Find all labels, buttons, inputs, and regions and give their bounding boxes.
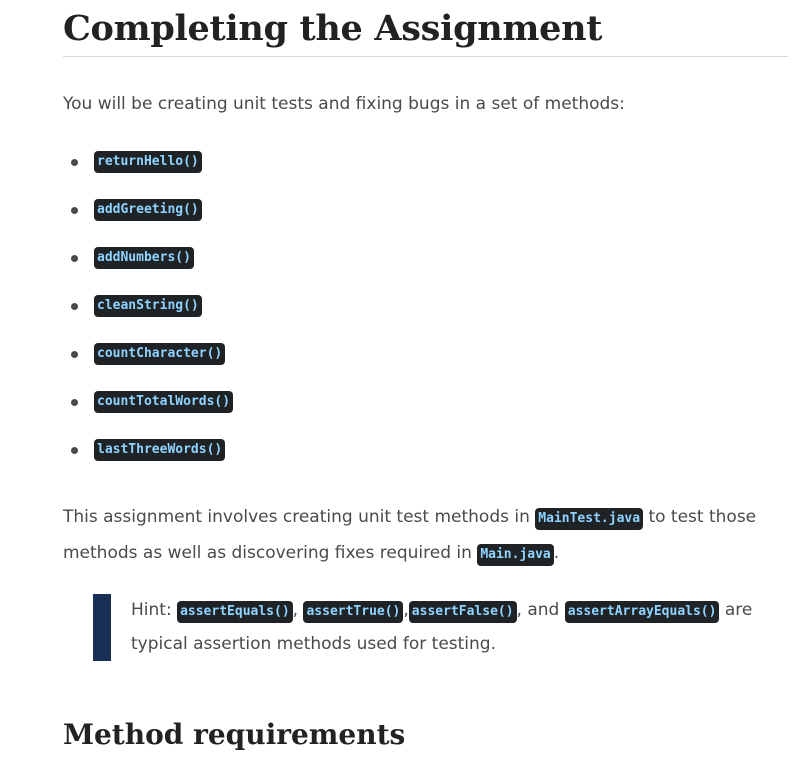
inline-code-maintest: MainTest.java bbox=[535, 508, 643, 530]
inline-code-asserttrue: assertTrue() bbox=[303, 601, 403, 623]
list-item bbox=[63, 294, 233, 342]
method-code: lastThreeWords() bbox=[94, 439, 225, 461]
list-item bbox=[63, 438, 233, 486]
hint-prefix: Hint: bbox=[131, 600, 178, 620]
body-text: to test those methods as well as discovering fixes required in bbox=[63, 507, 757, 563]
method-code: cleanString() bbox=[94, 295, 202, 317]
method-code: addGreeting() bbox=[94, 199, 202, 221]
section-heading: Method requirements bbox=[63, 718, 406, 751]
page-title: Completing the Assignment bbox=[63, 0, 788, 57]
list-item bbox=[63, 150, 233, 198]
bullet-icon bbox=[71, 447, 78, 454]
body-text: This assignment involves creating unit test methods in bbox=[63, 507, 536, 527]
blockquote-bar bbox=[93, 594, 111, 661]
body-text: . bbox=[553, 543, 560, 563]
article-content bbox=[63, 0, 788, 751]
methods-list bbox=[63, 150, 233, 486]
intro-paragraph: You will be creating unit tests and fixing bugs in a set of methods: bbox=[63, 94, 625, 114]
list-item bbox=[63, 246, 233, 294]
assignment-description bbox=[63, 500, 783, 572]
inline-code-assertfalse: assertFalse() bbox=[409, 601, 517, 623]
hint-separator: , bbox=[403, 600, 409, 620]
bullet-icon bbox=[71, 255, 78, 262]
bullet-icon bbox=[71, 159, 78, 166]
hint-text bbox=[131, 594, 771, 661]
hint-separator: , and bbox=[516, 600, 565, 620]
inline-code-assertequals: assertEquals() bbox=[177, 601, 293, 623]
method-code: returnHello() bbox=[94, 151, 202, 173]
bullet-icon bbox=[71, 351, 78, 358]
bullet-icon bbox=[71, 303, 78, 310]
hint-suffix: are typical assertion methods used for testing. bbox=[131, 600, 753, 654]
list-item bbox=[63, 390, 233, 438]
inline-code-assertarrayequals: assertArrayEquals() bbox=[565, 601, 720, 623]
method-code: countCharacter() bbox=[94, 343, 225, 365]
list-item bbox=[63, 342, 233, 390]
bullet-icon bbox=[71, 207, 78, 214]
hint-blockquote bbox=[93, 594, 753, 661]
hint-separator: , bbox=[292, 600, 304, 620]
inline-code-main: Main.java bbox=[477, 544, 553, 566]
method-code: countTotalWords() bbox=[94, 391, 233, 413]
method-code: addNumbers() bbox=[94, 247, 194, 269]
list-item bbox=[63, 198, 233, 246]
bullet-icon bbox=[71, 399, 78, 406]
